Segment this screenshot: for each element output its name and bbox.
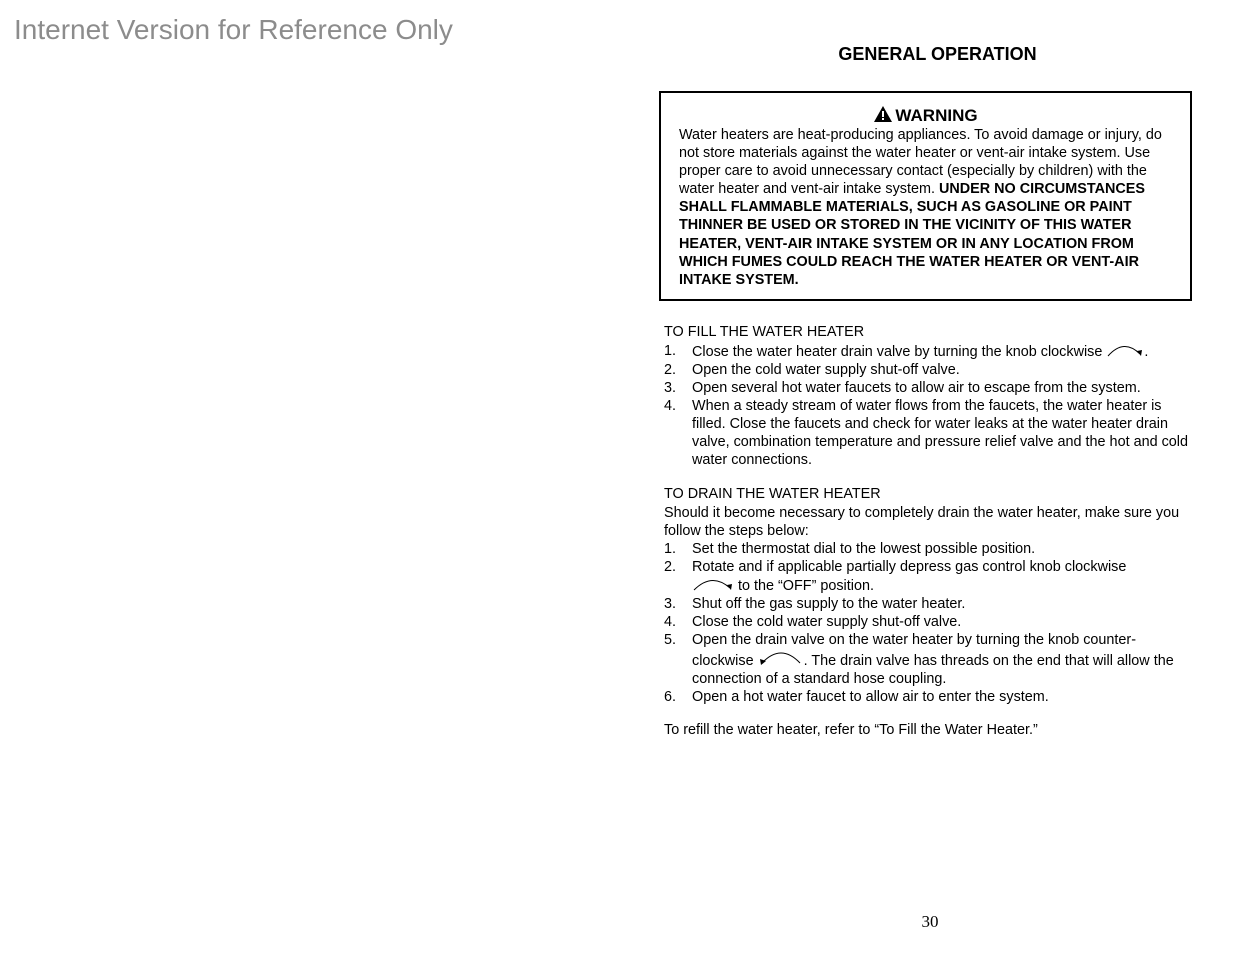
- step-text-after: to the “OFF” position.: [734, 578, 874, 594]
- list-item: [664, 540, 1194, 558]
- step-number: 5.: [664, 632, 677, 648]
- fill-steps: [664, 342, 1194, 469]
- step-text: Open the cold water supply shut-off valve.: [692, 362, 960, 378]
- step-text: Close the cold water supply shut-off valve.: [692, 614, 962, 630]
- warning-label: WARNING: [895, 106, 978, 125]
- clockwise-arrow-icon: [692, 576, 734, 592]
- page-number: 30: [921, 912, 939, 931]
- step-number: 1.: [664, 343, 677, 359]
- list-item: [664, 613, 1194, 631]
- step-number: 2.: [664, 362, 677, 378]
- watermark: Internet Version for Reference Only: [14, 14, 453, 45]
- step-text: Open a hot water faucet to allow air to enter the system.: [692, 689, 1049, 705]
- warning-text-plain: Water heaters are heat-producing appliances. To avoid damage or injury, do not store materials against the water heater or vent-air intake system. Use proper care to avoid unnecessary contact (especially by children) with the water heater and vent-air intake system.: [679, 127, 1162, 198]
- warning-text: [679, 126, 1182, 289]
- step-text: Close the water heater drain valve by turning the knob clockwise: [692, 344, 1103, 360]
- step-text: When a steady stream of water flows from the faucets, the water heater is filled. Close the faucets and check for water leaks at the water heater drain valve, combination temperature and pressure relief valve and the hot and cold water connections.: [692, 398, 1188, 468]
- list-item: [664, 595, 1194, 613]
- refill-note: To refill the water heater, refer to “To Fill the Water Heater.”: [664, 722, 1038, 738]
- list-item: [664, 558, 1194, 595]
- clockwise-arrow-icon: [1106, 342, 1144, 358]
- list-item: [664, 631, 1194, 688]
- counterclockwise-arrow-icon: [758, 649, 804, 667]
- list-item: [664, 397, 1194, 469]
- step-text: Open several hot water faucets to allow air to escape from the system.: [692, 380, 1141, 396]
- step-number: 6.: [664, 689, 677, 705]
- step-number: 4.: [664, 614, 677, 630]
- fill-heading: TO FILL THE WATER HEATER: [664, 324, 865, 340]
- step-text-after: . The drain valve has threads on the end that will allow the connection of a standard hose coupling.: [692, 653, 1174, 687]
- step-number: 2.: [664, 559, 677, 575]
- section-title: GENERAL OPERATION: [838, 44, 1037, 64]
- warning-heading: [661, 105, 1190, 126]
- list-item: [664, 342, 1194, 361]
- step-number: 3.: [664, 596, 677, 612]
- step-number: 1.: [664, 541, 677, 557]
- drain-intro: Should it become necessary to completely drain the water heater, make sure you follow the steps below:: [664, 505, 1180, 539]
- step-text: Open the drain valve on the water heater by turning the knob counter-clockwise: [692, 632, 1136, 669]
- drain-steps: [664, 540, 1194, 706]
- step-text: Set the thermostat dial to the lowest possible position.: [692, 541, 1036, 557]
- step-text: Shut off the gas supply to the water heater.: [692, 596, 966, 612]
- step-number: 3.: [664, 380, 677, 396]
- list-item: [664, 688, 1194, 706]
- step-text-after: .: [1144, 344, 1149, 360]
- list-item: [664, 379, 1194, 397]
- drain-heading: TO DRAIN THE WATER HEATER: [664, 486, 881, 502]
- list-item: [664, 361, 1194, 379]
- step-number: 4.: [664, 398, 677, 414]
- warning-text-bold: UNDER NO CIRCUMSTANCES SHALL FLAMMABLE MATERIALS, SUCH AS GASOLINE OR PAINT THINNER BE USED OR STORED IN THE VICINITY OF THIS WATER HEATER, VENT-AIR INTAKE SYSTEM OR IN ANY LOCATION FROM WHICH FUMES COULD REACH THE WATER HEATER OR VENT-AIR INTAKE SYSTEM.: [679, 181, 1145, 288]
- warning-box: [659, 91, 1192, 301]
- step-text: Rotate and if applicable partially depress gas control knob clockwise: [692, 559, 1127, 575]
- warning-triangle-icon: [873, 105, 893, 123]
